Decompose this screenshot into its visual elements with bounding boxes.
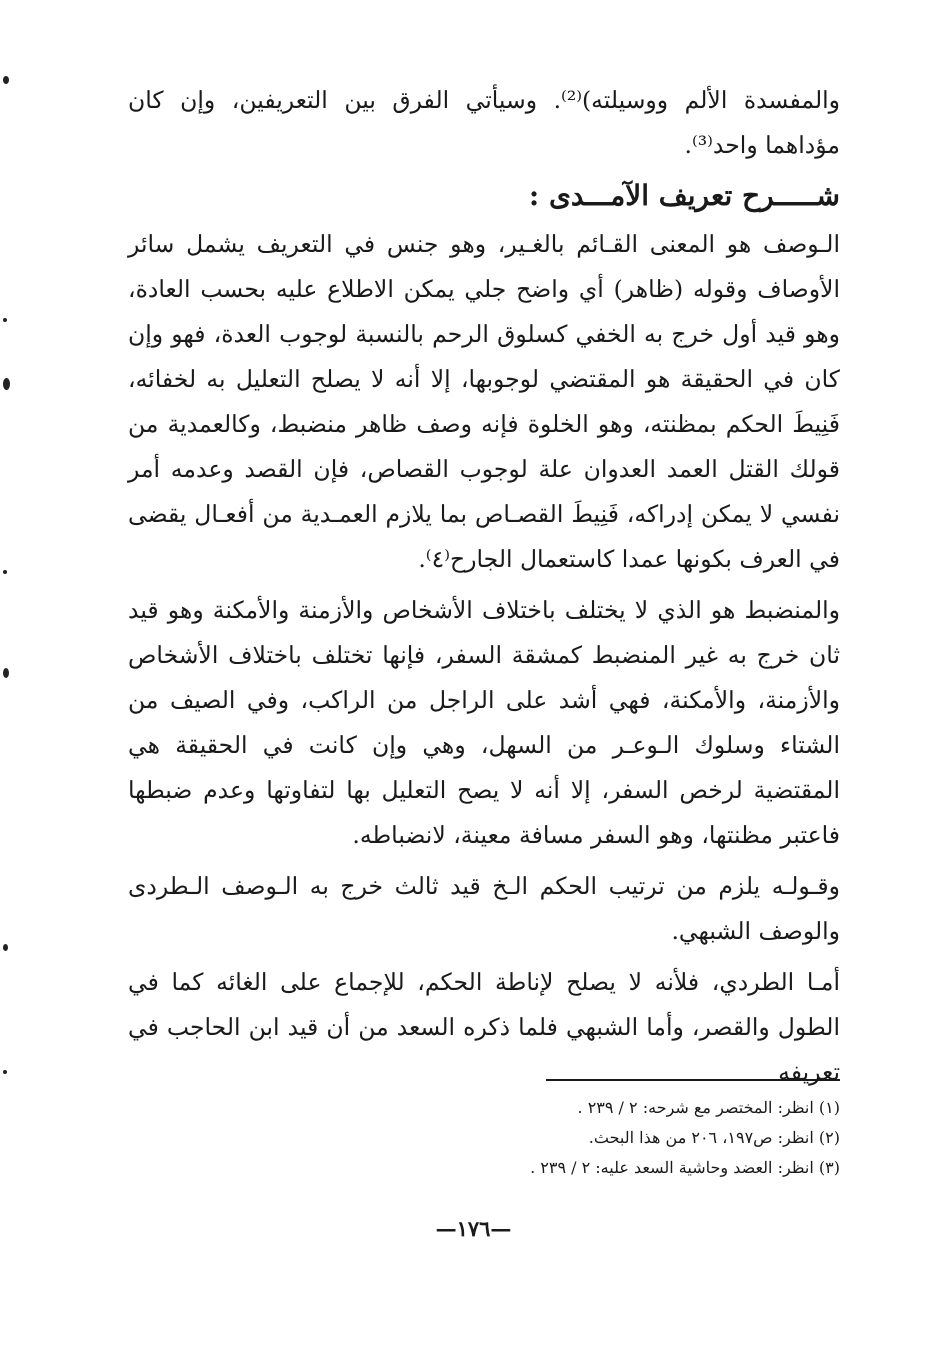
scan-speck — [3, 318, 7, 322]
footnotes — [128, 1079, 840, 1183]
scan-speck — [3, 570, 7, 574]
footnote-3: (٣) انظر: العضد وحاشية السعد عليه: ٢ / ٢٣٩ . — [530, 1158, 840, 1177]
footnote-2: (٢) انظر: ص١٩٧، ٢٠٦ من هذا البحث. — [588, 1128, 840, 1147]
scan-speck — [3, 378, 10, 390]
paragraph-mundabit: والمنضبط هو الذي لا يختلف باختلاف الأشخاص والأزمنة والأمكنة وهو قيد ثان خرج به غير المنضبط كمشقة السفر، فإنها تختلف باختلاف الأشخاص والأزمنة، والأمكنة، فهي أشد على الراجل من الراكب، وفي الصيف من الشتاء وسلوك الـوعـر من السهل، وهي وإن كانت في الحقيقة هي المقتضية لرخص السفر، إلا أنه لا يصح التعليل بها لتفاوتها وعدم ضبطها فاعتبر مظنتها، وهو السفر مسافة معينة، لانضباطه. — [128, 596, 840, 849]
paragraph-tardi: أمـا الطردي، فلأنه لا يصلح لإناطة الحكم، للإجماع على الغائه كما في الطول والقصر، وأما الشبهي فلما ذكره السعد من أن قيد ابن الحاجب في تعريفه — [128, 968, 840, 1086]
paragraph-qawluhu: وقـولـه يلزم من ترتيب الحكم الـخ قيد ثالث خرج به الـوصف الـطردى والوصف الشبهي. — [128, 872, 840, 945]
page-number: —١٧٦— — [435, 1216, 512, 1241]
footnote-rule — [546, 1079, 840, 1081]
scan-speck — [3, 944, 8, 951]
scan-speck — [3, 76, 9, 84]
scan-speck — [3, 668, 9, 678]
main-text — [128, 78, 840, 1095]
scan-speck — [3, 1070, 7, 1074]
footnote-1: (١) انظر: المختصر مع شرحه: ٢ / ٢٣٩ . — [577, 1098, 840, 1117]
section-heading: شـــــرح تعريف الآمـــدى : — [528, 179, 840, 212]
paragraph-wasf: الـوصف هو المعنى القـائم بالغـير، وهو جنس في التعريف يشمل سائر الأوصاف وقوله (ظاهر) أي واضح جلي يمكن الاطلاع عليه بحسب العادة، وهو قيد أول خرج به الخفي كسلوق الرحم بالنسبة لوجوب العدة، فهو وإن كان في الحقيقة هو المقتضي لوجوبها، إلا أنه لا يصلح التعليل به لخفائه، فَنِيطَ الحكم بمظنته، وهو الخلوة فإنه وصف ظاهر منضبط، وكالعمدية من قولك القتل العمد العدوان علة لوجوب القصاص، فإن القصد وعدمه أمر نفسي لا يمكن إدراكه، فَنِيطَ القصـاص بما يلازم العمـدية من أفعـال يقضى في العرف بكونها عمدا كاستعمال الجارح⁽٤⁾. — [128, 230, 840, 573]
paragraph-opening: والمفسدة الألم ووسيلته)⁽²⁾. وسيأتي الفرق بين التعريفين، وإن كان مؤداهما واحد⁽³⁾. — [128, 86, 840, 159]
